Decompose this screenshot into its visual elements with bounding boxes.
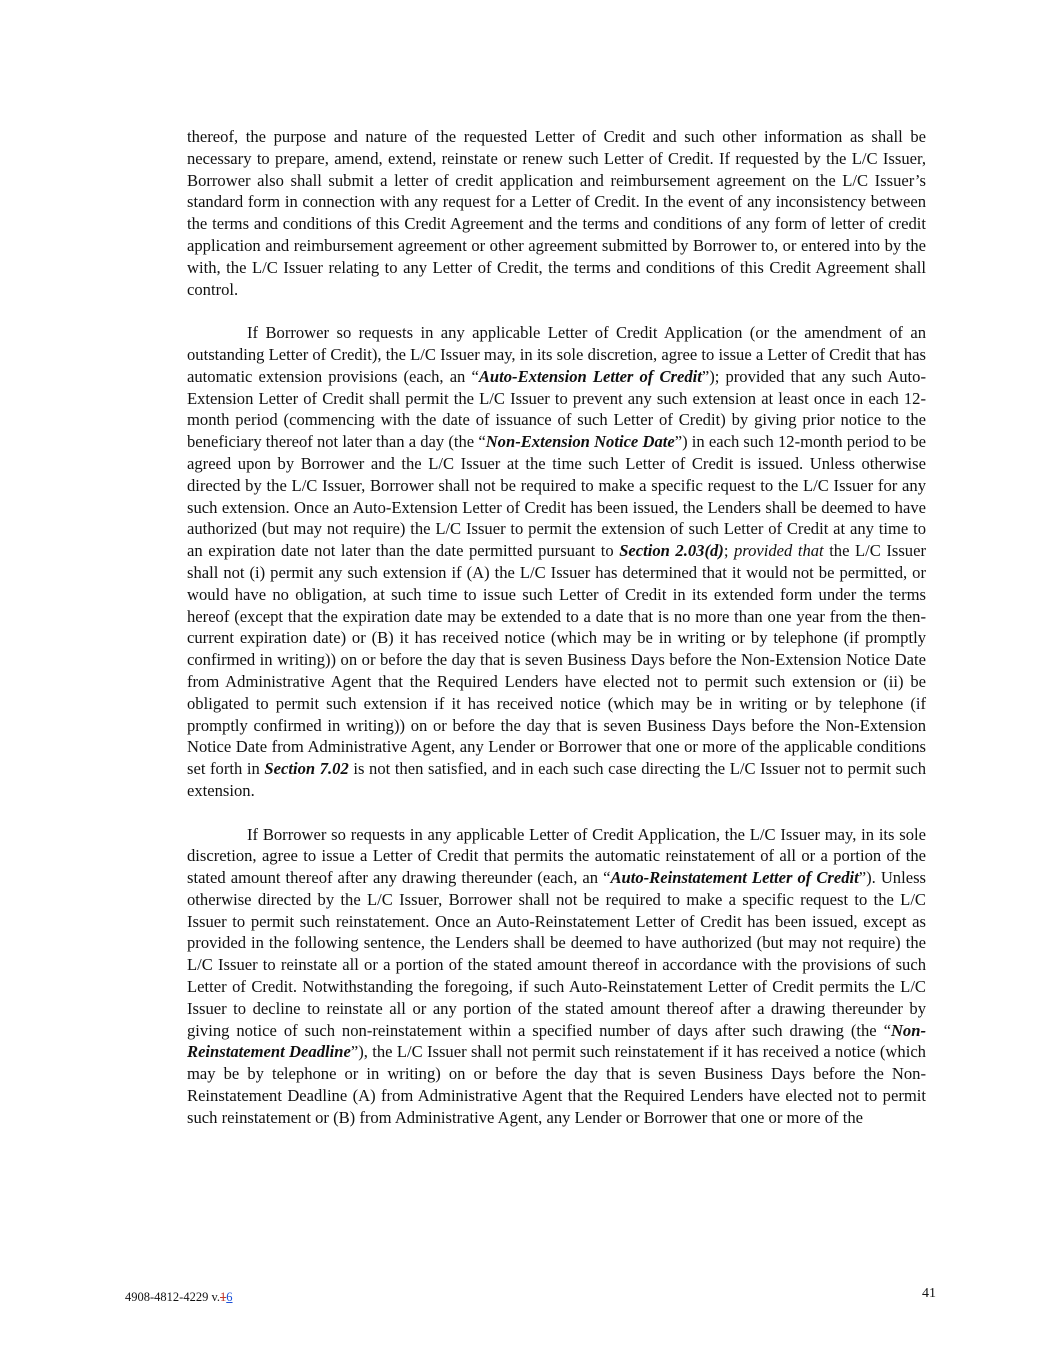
document-id-footer [125, 1290, 233, 1305]
inserted-version-number: 6 [226, 1290, 233, 1304]
paragraph-text: ”) in each such 12-month period to be agreed upon by Borrower and the L/C Issuer at the time such Letter of Credit is issued. Unless otherwise directed by the L/C Issuer, Borrower shall not be required to make a specific request to the L/C Issuer for any such extension. Once an Auto-Extension Letter of Credit has been issued, the Lenders shall be deemed to have authorized (but may not require) the L/C Issuer to permit the extension of such Letter of Credit at any time to an expiration date not later than the date permitted pursuant to [187, 432, 927, 561]
section-reference-7-02: Section 7.02 [264, 759, 349, 779]
document-id: 4908-4812-4229 v. [125, 1290, 221, 1304]
paragraph-text: ”); provided that any such Auto-Extension Letter of Credit shall permit the L/C Issuer to prevent any such extension at least once in each 12-month period (commencing with the date of issuance of such Letter of Credit) by giving prior notice to the beneficiary thereof not later than a day (the “ [187, 366, 926, 452]
defined-term-auto-extension-loc: Auto-Extension Letter of Credit [478, 366, 702, 386]
section-reference-2-03d: Section 2.03(d) [619, 541, 724, 561]
paragraph-text: ”), the L/C Issuer shall not permit such reinstatement if it has received a notice (which may be by telephone or in writing) on or before the day that is seven Business Days before the Non-Reinstatement Deadline (A) from Administrative Agent that the Required Lenders have elected not to permit such reinstatement or (B) from Administrative Agent, any Lender or Borrower that one or more of the [187, 1042, 926, 1127]
paragraph-text: ; [723, 541, 734, 561]
proviso-text: provided that [733, 541, 824, 561]
document-body [187, 126, 926, 1150]
paragraph-text: If Borrower so requests in any applicable Letter of Credit Application (or the amendment of an outstanding Letter of Credit), the L/C Issuer may, in its sole discretion, agree to issue a Letter of Credit that has automatic extension provisions (each, an “ [187, 323, 926, 386]
page-number: 41 [922, 1286, 936, 1301]
deleted-version-number: 1 [220, 1290, 227, 1304]
paragraph-text: thereof, the purpose and nature of the requested Letter of Credit and such other information as shall be necessary to prepare, amend, extend, reinstate or renew such Letter of Credit. If requested by the L/C Issuer, Borrower also shall submit a letter of credit application and reimbursement agreement on the L/C Issuer’s standard form in connection with any request for a Letter of Credit. In the event of any inconsistency between the terms and conditions of this Credit Agreement and the terms and conditions of any form of letter of credit application and reimbursement agreement or other agreement submitted by Borrower to, or entered into by the with, the L/C Issuer relating to any Letter of Credit, the terms and conditions of this Credit Agreement shall control. [187, 127, 926, 299]
paragraph-auto-reinstatement [187, 824, 926, 1129]
paragraph-text: ”). Unless otherwise directed by the L/C Issuer, Borrower shall not be required to make a specific request to the L/C Issuer to permit such reinstatement. Once an Auto-Reinstatement Letter of Credit has been issued, except as provided in the following sentence, the Lenders shall be deemed to have authorized (but may not require) the L/C Issuer to reinstate all or a portion of the stated amount thereof in accordance with the provisions of such Letter of Credit. Notwithstanding the foregoing, if such Auto-Reinstatement Letter of Credit permits the L/C Issuer to decline to reinstate all or any portion of the stated amount thereof after a drawing thereunder by giving notice of such non-reinstatement within a specified number of days after such drawing (the “ [187, 868, 926, 1040]
paragraph-text: is not then satisfied, and in each such case directing the L/C Issuer not to permit such extension. [187, 759, 926, 800]
defined-term-non-reinstatement-deadline: Non-Reinstatement Deadline [187, 1020, 926, 1062]
defined-term-non-extension-notice-date: Non-Extension Notice Date [485, 432, 675, 452]
paragraph-auto-extension [187, 322, 926, 802]
paragraph-text: the L/C Issuer shall not (i) permit any such extension if (A) the L/C Issuer has determined that it would not be permitted, or would have no obligation, at such time to issue such Letter of Credit in its extended form under the terms hereof (except that the expiration date may be extended to a date that is no more than one year from the then-current expiration date) or (B) it has received notice (which may be in writing or by telephone (if promptly confirmed in writing)) on or before the day that is seven Business Days before the Non-Extension Notice Date from Administrative Agent that the Required Lenders have elected not to permit such extension or (ii) be obligated to permit such extension if it has received notice (which may be in writing or by telephone (if promptly confirmed in writing)) on or before the day that is seven Business Days before the Non-Extension Notice Date from Administrative Agent, any Lender or Borrower that one or more of the applicable conditions set forth in [187, 541, 926, 779]
paragraph-text: If Borrower so requests in any applicable Letter of Credit Application, the L/C Issuer may, in its sole discretion, agree to issue a Letter of Credit that permits the automatic reinstatement of all or a portion of the stated amount thereof after any drawing thereunder (each, an “ [187, 824, 926, 888]
defined-term-auto-reinstatement-loc: Auto-Reinstatement Letter of Credit [610, 868, 859, 888]
paragraph-application-info [187, 126, 926, 300]
